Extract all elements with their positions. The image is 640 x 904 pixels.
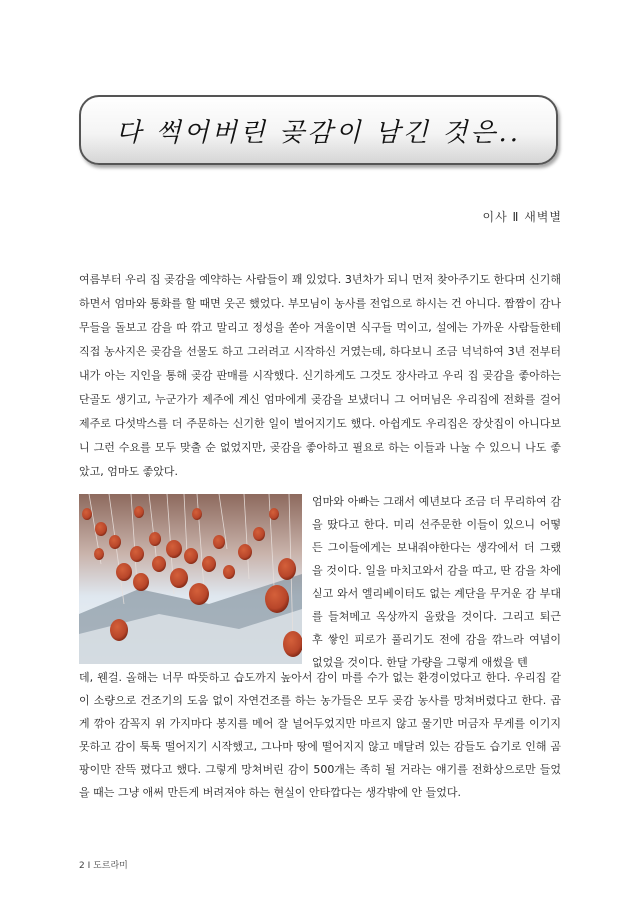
hanging-persimmons-photo bbox=[79, 494, 302, 664]
paragraph-2-rest: 데, 웬걸. 올해는 너무 따뜻하고 습도까지 높아서 감이 마를 수가 없는 환경이었다고 한다. 우리집 같이 소량으로 건조기의 도움 없이 자연건조를 하는 농가들은 모두 곶감 농사를 망쳐버렸다고 한다. 곱게 깎아 감꼭지 위 가지마다 봉지를 메어 잘 널어두었지만 마르지 않고 물기만 머금자 무게를 이기지 못하고 감이 툭툭 떨어지기 시작했고, 그나마 땅에 떨어지지 않고 매달려 있는 감들도 습기로 인해 곰팡이만 잔뜩 폈다고 했다. 그렇게 망쳐버린 감이 500개는 족히 될 거라는 얘기를 전화상으로만 들었을 때는 그냥 애써 만든게 버려져야 하는 현실이 안타깝다는 생각밖에 안 들었다. bbox=[79, 671, 561, 799]
page-footer: 2 Ⅰ 도르라미 bbox=[79, 861, 128, 871]
article-title: 다 썩어버린 곶감이 남긴 것은.. bbox=[116, 117, 521, 148]
paragraph-1: 여름부터 우리 집 곶감을 예약하는 사람들이 꽤 있었다. 3년차가 되니 먼저 찾아주기도 한다며 신기해하면서 엄마와 통화를 할 때면 웃곤 했었다. 부모님이 농사를 전업으로 하시는 건 아니다. 짬짬이 감나무들을 돌보고 감을 따 깎고 말리고 정성을 쏟아 겨울이면 식구들 먹이고, 설에는 가까운 사람들한테 직접 농사지은 곶감을 선물도 하고 그러려고 시작하신 거였는데, 하다보니 조금 넉넉하여 3년 전부터 내가 아는 지인을 통해 곶감 판매를 시작했다. 신기하게도 그것도 장사라고 우리 집 곶감을 좋아하는 단골도 생기고, 누군가가 제주에 계신 엄마에게 곶감을 보냈더니 그 어머님은 우리집에 전화를 걸어 제주로 다섯박스를 더 주문하는 신기한 일이 벌어지기도 했다. 아쉽게도 우리집은 장삿집이 아니다보니 그런 수요를 모두 맞출 순 없었지만, 곶감을 좋아하고 필요로 하는 이들과 나눌 수 있으니 나도 좋았고, 엄마도 좋았다. bbox=[79, 273, 561, 478]
title-box bbox=[79, 95, 558, 165]
paragraph-2-side: 엄마와 아빠는 그래서 예년보다 조금 더 무리하여 감을 땄다고 한다. 미리 선주문한 이들이 있으니 어떻든 그이들에게는 보내줘야한다는 생각에서 더 그랬을 것이다. 일을 마치고와서 감을 따고, 딴 감을 차에 싣고 와서 엘리베이터도 없는 계단을 무거운 감 부대를 들쳐메고 옥상까지 올랐을 것이다. 그리고 퇴근 후 쌓인 피로가 풀리기도 전에 감을 깎느라 여념이 없었을 것이다. 한달 가량을 그렇게 애썼을 텐 bbox=[312, 495, 561, 669]
byline: 이사 Ⅱ 새벽별 bbox=[482, 210, 562, 224]
